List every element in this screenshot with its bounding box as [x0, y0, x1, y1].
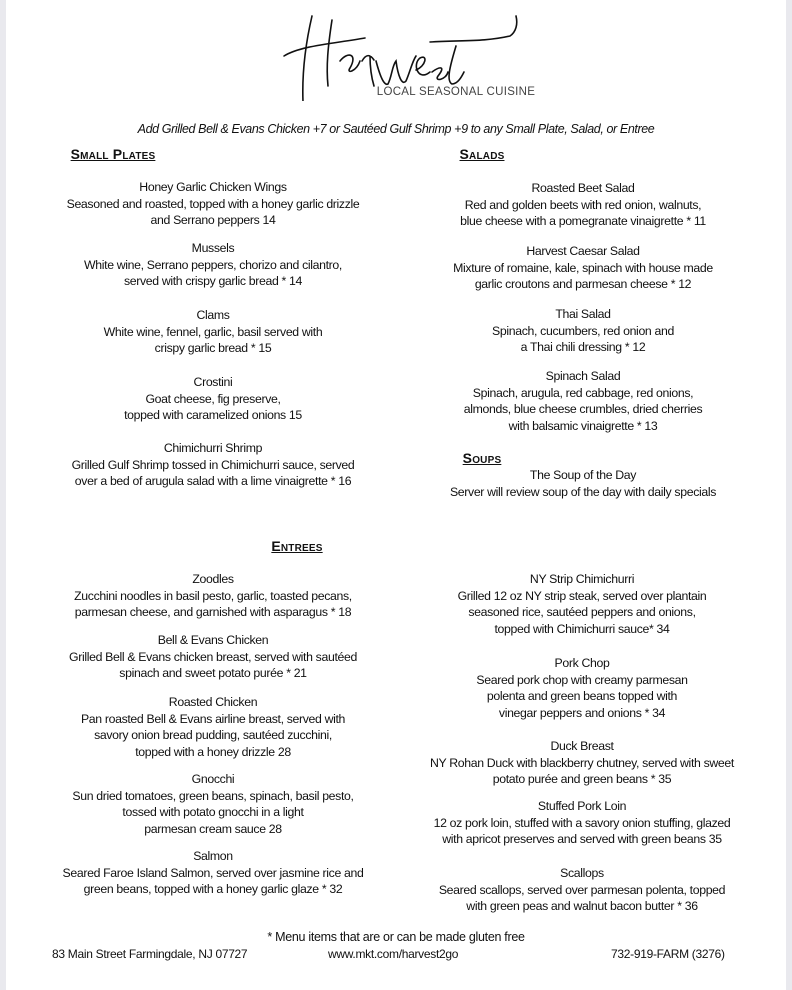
item-description: polenta and green beans topped with — [486, 689, 678, 704]
menu-item — [23, 694, 403, 760]
addon-note: Add Grilled Bell & Evans Chicken +7 or Sautéed Gulf Shrimp +9 to any Small Plate, Salad, or Entree — [137, 122, 655, 136]
menu-item — [393, 368, 773, 434]
menu-item — [23, 771, 403, 837]
item-description: Seared pork chop with creamy parmesan — [476, 672, 688, 687]
item-name: Chimichurri Shrimp — [163, 441, 263, 455]
item-description: tossed with potato gnocchi in a light — [122, 805, 304, 820]
item-name: Bell & Evans Chicken — [157, 633, 269, 647]
item-name: Roasted Beet Salad — [531, 181, 635, 195]
menu-item — [393, 180, 773, 230]
item-description: garlic croutons and parmesan cheese * 12 — [474, 277, 692, 292]
item-description: with green peas and walnut bacon butter * 36 — [466, 899, 698, 914]
item-description: blue cheese with a pomegranate vinaigrette * 11 — [460, 214, 706, 229]
item-name: The Soup of the Day — [529, 468, 637, 482]
item-name: Zoodles — [192, 572, 234, 586]
item-description: almonds, blue cheese crumbles, dried cherries — [463, 402, 703, 417]
item-description: Seared scallops, served over parmesan polenta, topped — [438, 882, 726, 897]
item-name: Scallops — [560, 866, 604, 880]
item-name: Mussels — [191, 241, 235, 255]
item-description: spinach and sweet potato purée * 21 — [119, 666, 307, 681]
item-description: Zucchini noodles in basil pesto, garlic, toasted pecans, — [74, 588, 352, 603]
item-description: Grilled Bell & Evans chicken breast, served with sautéed — [69, 649, 357, 664]
menu-item — [392, 655, 772, 721]
item-name: Crostini — [193, 375, 233, 389]
item-description: savory onion bread pudding, sautéed zucchini, — [94, 728, 332, 743]
item-description: White wine, Serrano peppers, chorizo and cilantro, — [84, 257, 342, 272]
item-description: vinegar peppers and onions * 34 — [498, 705, 666, 720]
item-name: Salmon — [193, 849, 233, 863]
item-name: Pork Chop — [554, 656, 610, 670]
item-name: Stuffed Pork Loin — [537, 799, 627, 813]
menu-item — [23, 179, 403, 229]
item-description: Mixture of romaine, kale, spinach with house made — [453, 260, 713, 275]
item-description: and Serrano peppers 14 — [150, 213, 276, 228]
item-description: seasoned rice, sautéed peppers and onions, — [468, 605, 696, 620]
item-name: Thai Salad — [555, 307, 611, 321]
item-name: Gnocchi — [191, 772, 235, 786]
menu-item — [23, 632, 403, 682]
menu-item — [392, 798, 772, 848]
item-description: Spinach, arugula, red cabbage, red onions, — [472, 385, 694, 400]
item-description: topped with a honey drizzle 28 — [135, 744, 291, 759]
item-name: Harvest Caesar Salad — [526, 244, 640, 258]
item-description: over a bed of arugula salad with a lime vinaigrette * 16 — [74, 474, 352, 489]
menu-item — [393, 306, 773, 356]
item-description: Spinach, cucumbers, red onion and — [492, 323, 674, 338]
item-description: Pan roasted Bell & Evans airline breast, served with — [80, 711, 346, 726]
item-description: NY Rohan Duck with blackberry chutney, served with sweet — [430, 755, 734, 770]
website-link[interactable]: www.mkt.com/harvest2go — [328, 947, 459, 961]
item-description: Seared Faroe Island Salmon, served over jasmine rice and — [62, 865, 364, 880]
menu-item — [23, 307, 403, 357]
item-name: Honey Garlic Chicken Wings — [139, 180, 287, 194]
section-header-small-plates: Small Plates — [70, 146, 156, 162]
menu-item — [392, 865, 772, 915]
menu-item — [23, 848, 403, 898]
item-description: with balsamic vinaigrette * 13 — [508, 418, 658, 433]
menu-item — [23, 440, 403, 490]
item-description: Server will review soup of the day with daily specials — [449, 484, 717, 499]
item-description: a Thai chili dressing * 12 — [520, 340, 646, 355]
section-header-salads: Salads — [459, 146, 505, 162]
menu-item — [393, 467, 773, 500]
item-description: 12 oz pork loin, stuffed with a savory onion stuffing, glazed — [433, 815, 731, 830]
item-description: served with crispy garlic bread * 14 — [123, 274, 303, 289]
item-description: Red and golden beets with red onion, walnuts, — [464, 197, 702, 212]
item-description: Sun dried tomatoes, green beans, spinach, basil pesto, — [72, 788, 354, 803]
item-name: Spinach Salad — [545, 369, 621, 383]
item-description: topped with Chimichurri sauce* 34 — [494, 621, 670, 636]
menu-item — [23, 571, 403, 621]
address: 83 Main Street Farmingdale, NJ 07727 — [52, 947, 248, 961]
gluten-free-note: * Menu items that are or can be made gluten free — [267, 930, 525, 944]
phone-number[interactable]: 732-919-FARM (3276) — [611, 947, 725, 961]
item-description: potato purée and green beans * 35 — [492, 772, 672, 787]
item-description: Goat cheese, fig preserve, — [145, 391, 281, 406]
menu-item — [23, 374, 403, 424]
menu-item — [392, 738, 772, 788]
menu-item — [392, 571, 772, 637]
item-description: Grilled 12 oz NY strip steak, served over plantain — [457, 588, 707, 603]
section-header-soups: Soups — [462, 450, 502, 466]
menu-item — [393, 243, 773, 293]
item-description: Seasoned and roasted, topped with a honey garlic drizzle — [66, 196, 360, 211]
item-description: crispy garlic bread * 15 — [154, 341, 272, 356]
section-header-entrees-left: Entrees — [271, 538, 323, 554]
item-description: topped with caramelized onions 15 — [124, 408, 302, 423]
item-description: parmesan cheese, and garnished with asparagus * 18 — [74, 605, 352, 620]
item-description: Grilled Gulf Shrimp tossed in Chimichurri sauce, served — [71, 457, 355, 472]
logo-tagline: LOCAL SEASONAL CUISINE — [376, 86, 536, 98]
item-description: parmesan cream sauce 28 — [144, 821, 282, 836]
item-name: Roasted Chicken — [168, 695, 258, 709]
item-description: with apricot preserves and served with green beans 35 — [442, 832, 722, 847]
item-name: Duck Breast — [550, 739, 614, 753]
menu-item — [23, 240, 403, 290]
item-name: Clams — [196, 308, 230, 322]
item-description: White wine, fennel, garlic, basil served with — [103, 324, 323, 339]
item-description: green beans, topped with a honey garlic glaze * 32 — [83, 882, 343, 897]
item-name: NY Strip Chimichurri — [529, 572, 635, 586]
